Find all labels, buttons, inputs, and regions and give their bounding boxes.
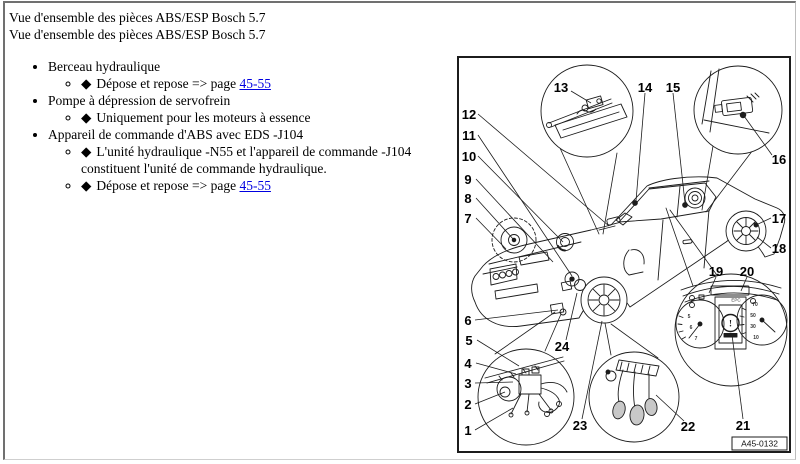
callout-8-label: 8 (464, 191, 472, 206)
callout-16-label: 16 (771, 152, 787, 167)
sublist-text: Dépose et repose => page (96, 178, 237, 193)
list-item-berceau (48, 58, 455, 92)
abs-esp-diagram (457, 56, 791, 453)
callout-1-label: 1 (464, 423, 472, 438)
list-item-label: Pompe à dépression de servofrein (48, 93, 231, 108)
list-item-appareil (48, 126, 455, 194)
callout-14-label: 14 (637, 80, 653, 95)
figure-id-box (732, 437, 787, 450)
callout-5-label: 5 (465, 333, 473, 348)
tach-number: 5 (687, 314, 691, 320)
sublist-text: Uniquement pour les moteurs à essence (96, 110, 311, 125)
callout-13-label: 13 (553, 80, 569, 95)
sublist-text: L'unité hydraulique -N55 et l'appareil de commande -J104 constituent l'unité de commande hydraulique. (81, 144, 412, 176)
sublist (48, 109, 455, 126)
sublist-text: Dépose et repose => page (96, 76, 237, 91)
sublist-item (81, 143, 455, 177)
diamond-marker: ◆ (81, 110, 92, 125)
rear-wheel (726, 211, 766, 251)
callout-11-label: 11 (462, 128, 476, 143)
speedo-number: 70 (752, 302, 758, 308)
speedo-number: 30 (750, 324, 756, 330)
page-title-duplicate: Vue d'ensemble des pièces ABS/ESP Bosch 5.7 (9, 27, 266, 42)
callout-20-label: 20 (739, 264, 755, 279)
list-item-pompe (48, 92, 455, 126)
callout-2-label: 2 (464, 397, 472, 412)
callout-17-label: 17 (771, 211, 787, 226)
callout-10-label: 10 (461, 149, 477, 164)
sublist-item (81, 109, 455, 126)
inset-pedal-cluster (589, 323, 679, 442)
epc-label: EPC (731, 297, 741, 303)
sublist-item (81, 177, 455, 194)
front-wheel (581, 277, 627, 323)
callout-3-label: 3 (464, 376, 472, 391)
content-area (9, 9, 455, 194)
sublist (48, 75, 455, 92)
page-link-45-55[interactable]: 45-55 (239, 76, 271, 91)
callout-23-label: 23 (572, 418, 588, 433)
callout-22-label: 22 (680, 419, 696, 434)
callout-21-label: 21 (735, 418, 751, 433)
callout-9-label: 9 (464, 172, 472, 187)
diamond-marker: ◆ (81, 144, 92, 159)
page-frame (3, 1, 796, 460)
callout-6-label: 6 (464, 313, 472, 328)
diamond-marker: ◆ (81, 76, 92, 91)
overview-list (9, 58, 455, 194)
list-item-label: Appareil de commande d'ABS avec EDS -J104 (48, 127, 304, 142)
sublist (48, 143, 455, 194)
callout-7-label: 7 (464, 211, 472, 226)
tach-number: 6 (689, 325, 693, 331)
diagram-svg (459, 58, 789, 451)
page-title: Vue d'ensemble des pièces ABS/ESP Bosch 5.7 (9, 10, 266, 25)
sublist-item (81, 75, 455, 92)
callout-4-label: 4 (464, 356, 472, 371)
callout-15-label: 15 (665, 80, 681, 95)
diamond-marker: ◆ (81, 178, 92, 193)
abs-hydraulic-unit (561, 272, 585, 291)
callout-18-label: 18 (771, 241, 787, 256)
callout-19-label: 19 (708, 264, 724, 279)
speedo-number: 10 (753, 335, 759, 341)
callout-12-label: 12 (461, 107, 477, 122)
inset-hydraulic-unit (478, 312, 574, 445)
list-item-label: Berceau hydraulique (48, 59, 161, 74)
page-link-45-55[interactable]: 45-55 (239, 178, 271, 193)
tach-number: 7 (694, 336, 698, 342)
warning-exclamation: ! (729, 318, 732, 329)
callout-24-label: 24 (554, 339, 570, 354)
figure-id: A45-0132 (741, 438, 778, 449)
speedo-number: 50 (750, 313, 756, 319)
